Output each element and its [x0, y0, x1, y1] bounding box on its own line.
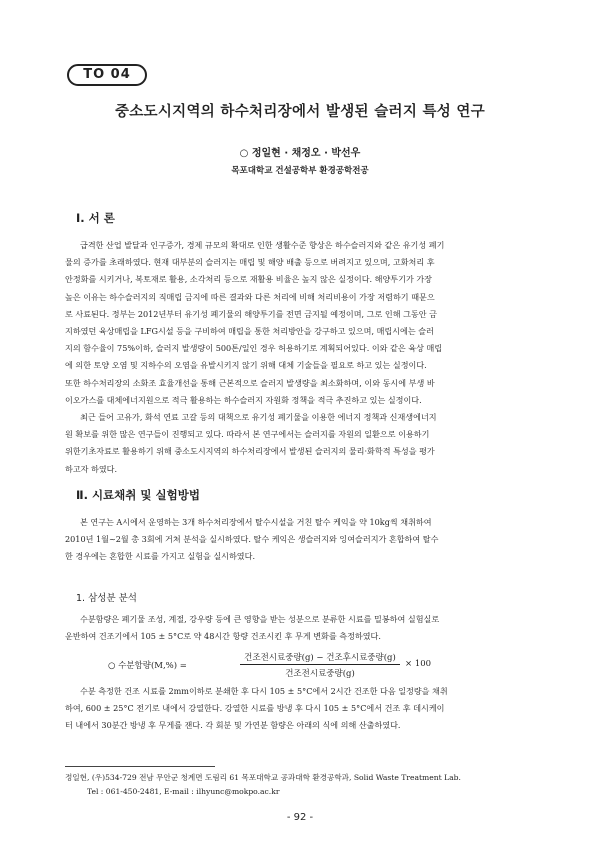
equation-fraction	[240, 651, 400, 679]
footnote-address: 정일현, (우)534-729 전남 무안군 청계면 도림리 61 목포대학교 공과대학 환경공학과, Solid Waste Treatment Lab.	[65, 773, 461, 782]
methods-paragraph	[65, 514, 535, 566]
text-line: 최근 들어 고유가, 화석 연료 고갈 등의 대책으로 유기성 폐기물을 이용한 에너지 정책과 신재생에너지	[80, 412, 437, 423]
footnote	[65, 771, 545, 799]
page-number: - 92 -	[286, 812, 314, 823]
proximate-paragraph-b	[65, 683, 535, 735]
text-line: 에 의한 토양 오염 및 지하수의 오염을 유발시키지 않기 위해 대체 기술들을 필요로 하고 있는 실정이다.	[65, 360, 427, 371]
footnote-contact: Tel : 061-450-2481, E-mail : ilhyunc@mokpo.ac.kr	[87, 787, 280, 796]
text-line: 또한 하수처리장의 소화조 효율개선을 통해 근본적으로 슬러지 발생량을 최소화하며, 이와 동시에 부생 바	[65, 377, 435, 388]
affiliation: 목포대학교 건설공학부 환경공학전공	[231, 166, 369, 176]
session-badge: TO 04	[67, 64, 147, 86]
equation-rhs: × 100	[405, 659, 432, 669]
introduction-paragraph	[65, 237, 535, 478]
text-line: 로 사료된다. 정부는 2012년부터 유기성 폐기물의 해양투기를 전면 금지될 예정이며, 그로 인해 그동안 금	[65, 308, 437, 319]
authors: ○ 정일현 · 채정오 · 박선우	[239, 148, 361, 159]
paper-title: 중소도시지역의 하수처리장에서 발생된 슬러지 특성 연구	[114, 104, 486, 120]
text-line: 터 내에서 30분간 방냉 후 무게를 잰다. 각 회분 및 가연분 함량은 아래의 식에 의해 산출하였다.	[65, 720, 401, 731]
text-line: 하여, 600 ± 25°C 전기로 내에서 강열한다. 강열한 시료를 방냉 후 다시 105 ± 5°C에서 건조 후 데시케이	[65, 703, 445, 714]
text-line: 급격한 산업 발달과 인구증가, 경제 규모의 확대로 인한 생활수준 향상은 하수슬러지와 같은 유기성 폐기	[80, 240, 445, 250]
equation-numerator: 건조전시료중량(g) − 건조후시료중량(g)	[240, 651, 400, 665]
proximate-paragraph-a	[65, 611, 535, 645]
text-line: 이오가스를 대체에너지원으로 적극 활용하는 하수슬러지 자원화 정책을 적극 추진하고 있는 실정이다.	[65, 394, 422, 405]
text-line: 높은 이유는 하수슬러지의 직매립 금지에 따른 결과와 다른 처리에 비해 처리비용이 가장 저렴하기 때문으	[65, 291, 435, 302]
text-line: 하고자 하였다.	[65, 463, 118, 474]
text-line: 위한기초자료로 활용하기 위해 중소도시지역의 하수처리장에서 발생된 슬러지의 물리·화학적 특성을 평가	[65, 446, 435, 457]
text-line: 물의 증가를 초래하였다. 현재 대부분의 슬러지는 매립 및 해양 배출 등으로 버려지고 있으며, 고화처리 후	[65, 257, 435, 268]
equation-denominator: 건조전시료중량(g)	[285, 669, 355, 679]
text-line: 원 확보를 위한 많은 연구들이 진행되고 있다. 따라서 본 연구에서는 슬러지를 자원의 일환으로 이용하기	[65, 429, 430, 440]
footnote-divider	[65, 766, 215, 767]
text-line: 지의 함수율이 75%이하, 슬러지 발생량이 500톤/일인 경우 허용하기로 계획되어있다. 이와 같은 육상 매립	[65, 343, 443, 354]
subsection-heading-proximate: 1. 삼성분 분석	[76, 593, 137, 604]
text-line: 한 경우에는 혼합한 시료를 가지고 실험을 실시하였다.	[65, 551, 256, 562]
text-line: 수분함량은 폐기물 조성, 계절, 강우량 등에 큰 영향을 받는 성분으로 분류한 시료를 밀봉하여 실험실로	[80, 614, 440, 624]
text-line: 지하였던 육상매립을 LFG시설 등을 구비하여 매립을 통한 처리방안을 강구하고 있으며, 매립시에는 슬러	[65, 326, 434, 337]
moisture-equation	[0, 651, 600, 677]
section-heading-introduction: Ⅰ. 서 론	[76, 211, 115, 225]
text-line: 2010년 1월~2월 총 3회에 거쳐 분석을 실시하였다. 탈수 케익은 생슬러지와 잉여슬러지가 혼합하여 탈수	[65, 534, 439, 545]
text-line: 수분 측정한 건조 시료를 2mm이하로 분쇄한 후 다시 105 ± 5°C에서 2시간 건조한 다음 일정량을 채취	[80, 686, 448, 696]
section-heading-methods: Ⅱ. 시료채취 및 실험방법	[76, 488, 200, 502]
equation-lhs: ○ 수분함량(M,%) =	[108, 661, 187, 671]
text-line: 본 연구는 A시에서 운영하는 3개 하수처리장에서 탈수시설을 거친 탈수 케익을 약 10kg씩 채취하여	[80, 517, 432, 527]
text-line: 운반하여 건조기에서 105 ± 5°C로 약 48시간 항량 건조시킨 후 무게 변화를 측정하였다.	[65, 631, 381, 642]
text-line: 안정화를 시키거나, 복토재로 활용, 소각처리 등으로 재활용 비율은 높지 않은 실정이다. 해양투기가 가장	[65, 274, 432, 285]
